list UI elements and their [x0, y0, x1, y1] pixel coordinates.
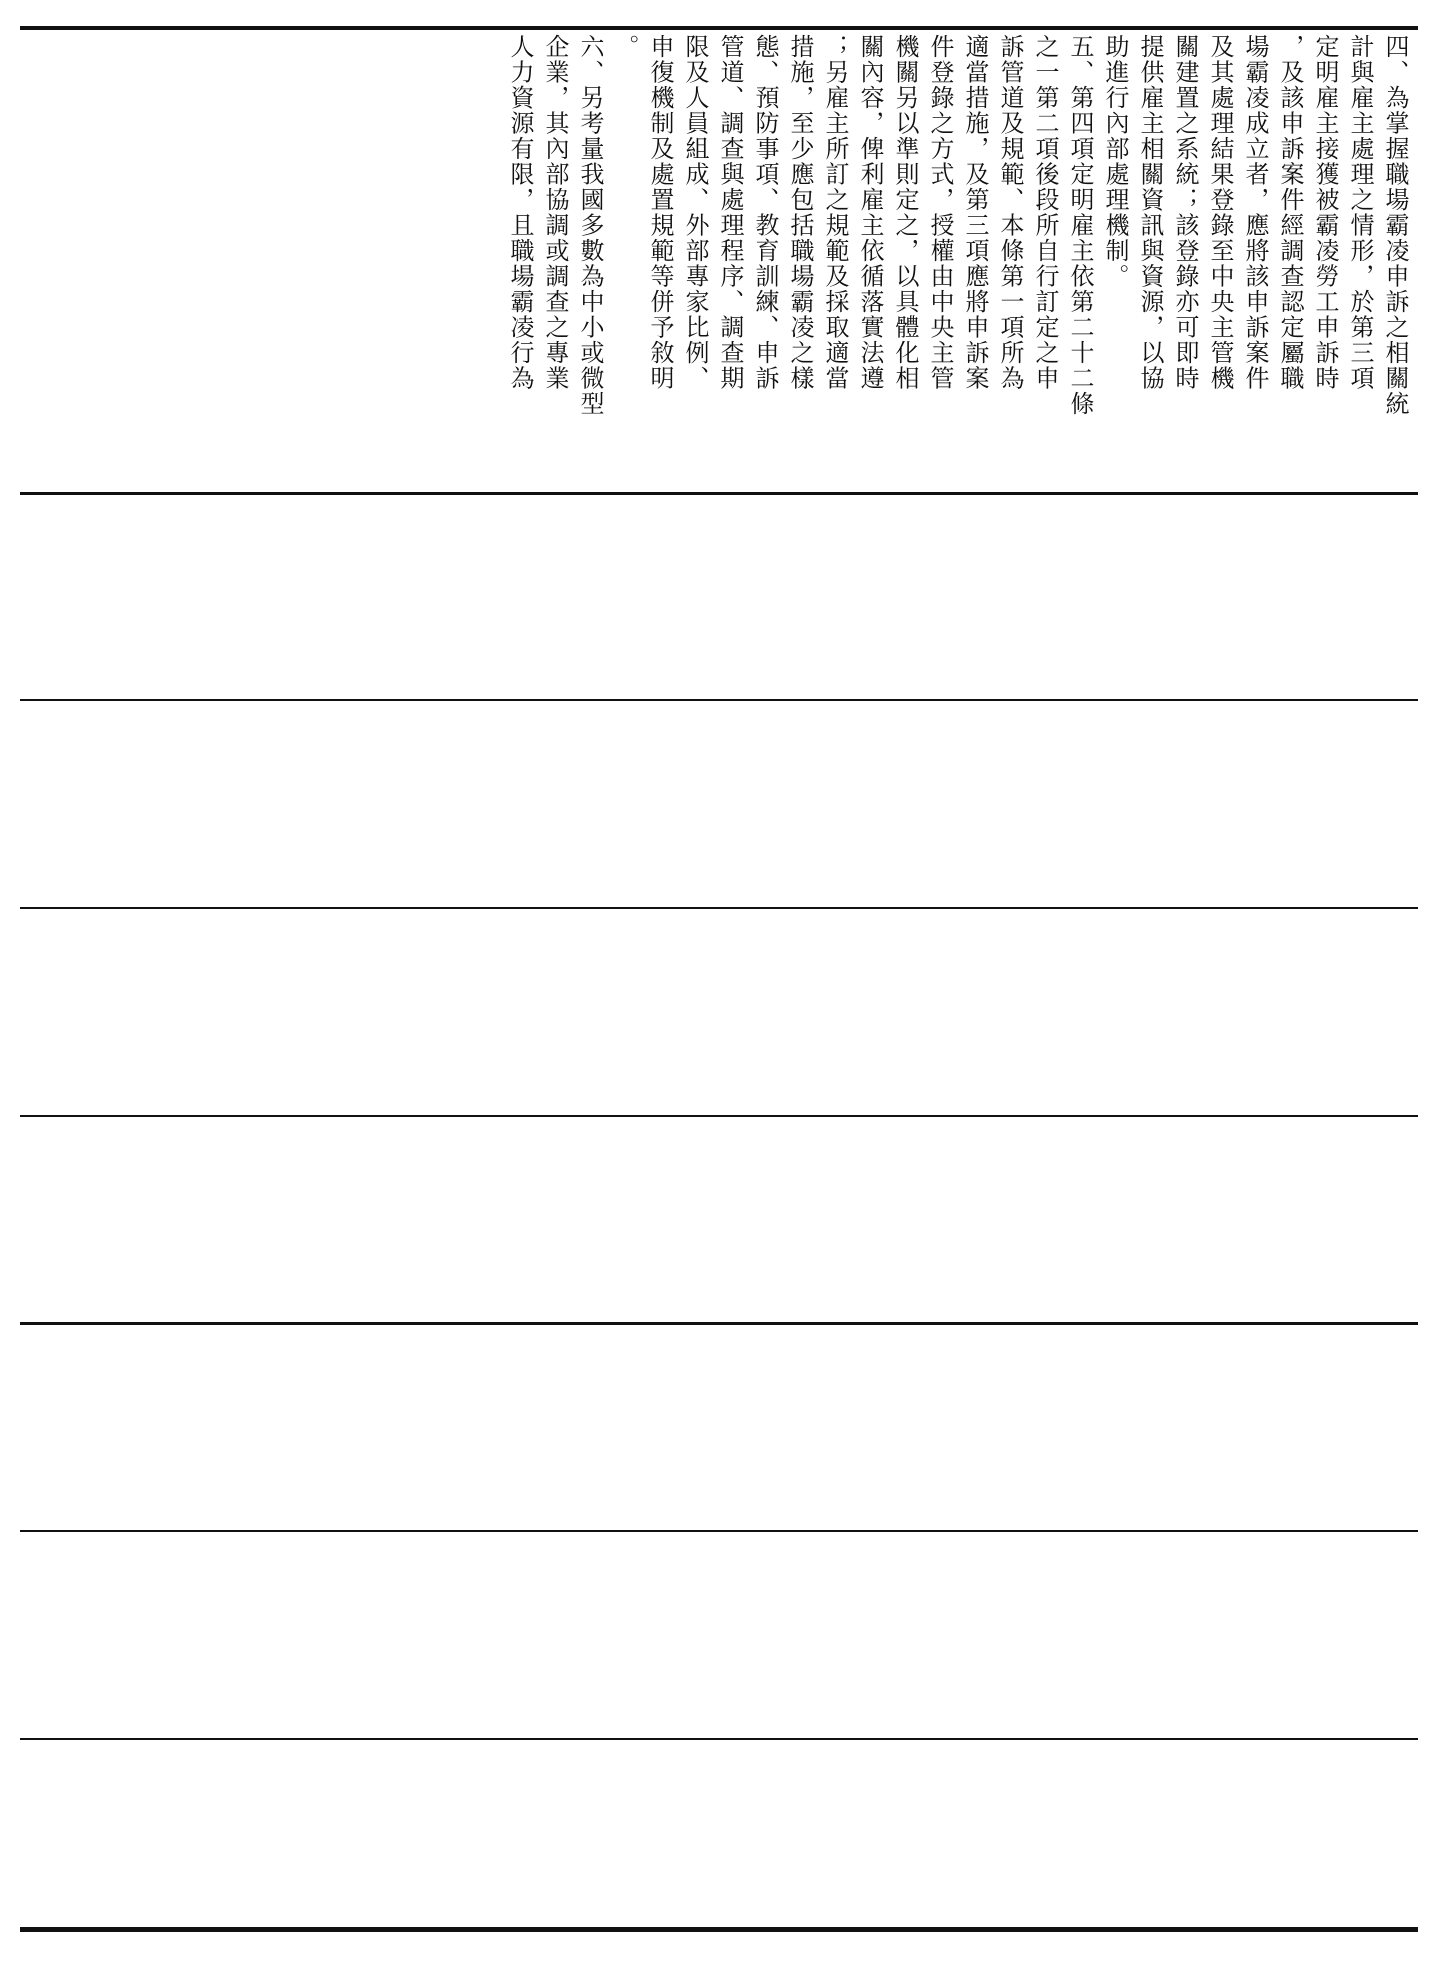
text-column-21: 限及人員組成、外部專家比例、: [681, 34, 709, 391]
table-row-divider-2: [20, 699, 1418, 701]
text-column-9: 助進行內部處理機制。: [1101, 34, 1129, 289]
text-column-16: 關內容，俾利雇主依循落實法遵: [856, 34, 884, 391]
vertical-text-columns: [502, 34, 1412, 490]
text-column-4: ，及該申訴案件經調查認定屬職: [1276, 34, 1304, 391]
text-column-5: 場霸凌成立者，應將該申訴案件: [1241, 34, 1269, 391]
text-column-10: 五、第四項定明雇主依第二十二條: [1066, 34, 1094, 417]
text-column-6: 及其處理結果登錄至中央主管機: [1206, 34, 1234, 391]
table-row-divider-4: [20, 1115, 1418, 1117]
text-column-26: 人力資源有限，且職場霸凌行為: [506, 34, 534, 391]
table-row-divider-3: [20, 907, 1418, 909]
table-row-divider-7: [20, 1738, 1418, 1740]
text-column-13: 適當措施，及第三項應將申訴案: [961, 34, 989, 391]
text-column-14: 件登錄之方式，授權由中央主管: [926, 34, 954, 391]
text-column-7: 關建置之系統；該登錄亦可即時: [1171, 34, 1199, 391]
text-column-24: 六、另考量我國多數為中小或微型: [576, 34, 604, 417]
table-row-divider-1: [20, 492, 1418, 495]
text-column-25: 企業，其內部協調或調查之專業: [541, 34, 569, 391]
text-column-11: 之一第二項後段所自行訂定之申: [1031, 34, 1059, 391]
text-column-2: 計與雇主處理之情形，於第三項: [1346, 34, 1374, 391]
table-bottom-border: [20, 1927, 1418, 1932]
text-column-17: ；另雇主所訂之規範及採取適當: [821, 34, 849, 391]
table-row-divider-6: [20, 1530, 1418, 1532]
text-column-12: 訴管道及規範、本條第一項所為: [996, 34, 1024, 391]
text-column-18: 措施，至少應包括職場霸凌之樣: [786, 34, 814, 391]
table-top-border: [20, 26, 1418, 30]
text-column-8: 提供雇主相關資訊與資源，以協: [1136, 34, 1164, 391]
text-column-22: 申復機制及處置規範等併予敘明: [646, 34, 674, 391]
text-column-19: 態、預防事項、教育訓練、申訴: [751, 34, 779, 391]
table-row-divider-5: [20, 1322, 1418, 1325]
text-column-15: 機關另以準則定之，以具體化相: [891, 34, 919, 391]
text-column-1: 四、為掌握職場霸凌申訴之相關統: [1381, 34, 1409, 417]
table-cell-explanation: [20, 32, 1418, 490]
text-column-20: 管道、調查與處理程序、調查期: [716, 34, 744, 391]
text-column-3: 定明雇主接獲被霸凌勞工申訴時: [1311, 34, 1339, 391]
text-column-23: 。: [611, 34, 639, 60]
